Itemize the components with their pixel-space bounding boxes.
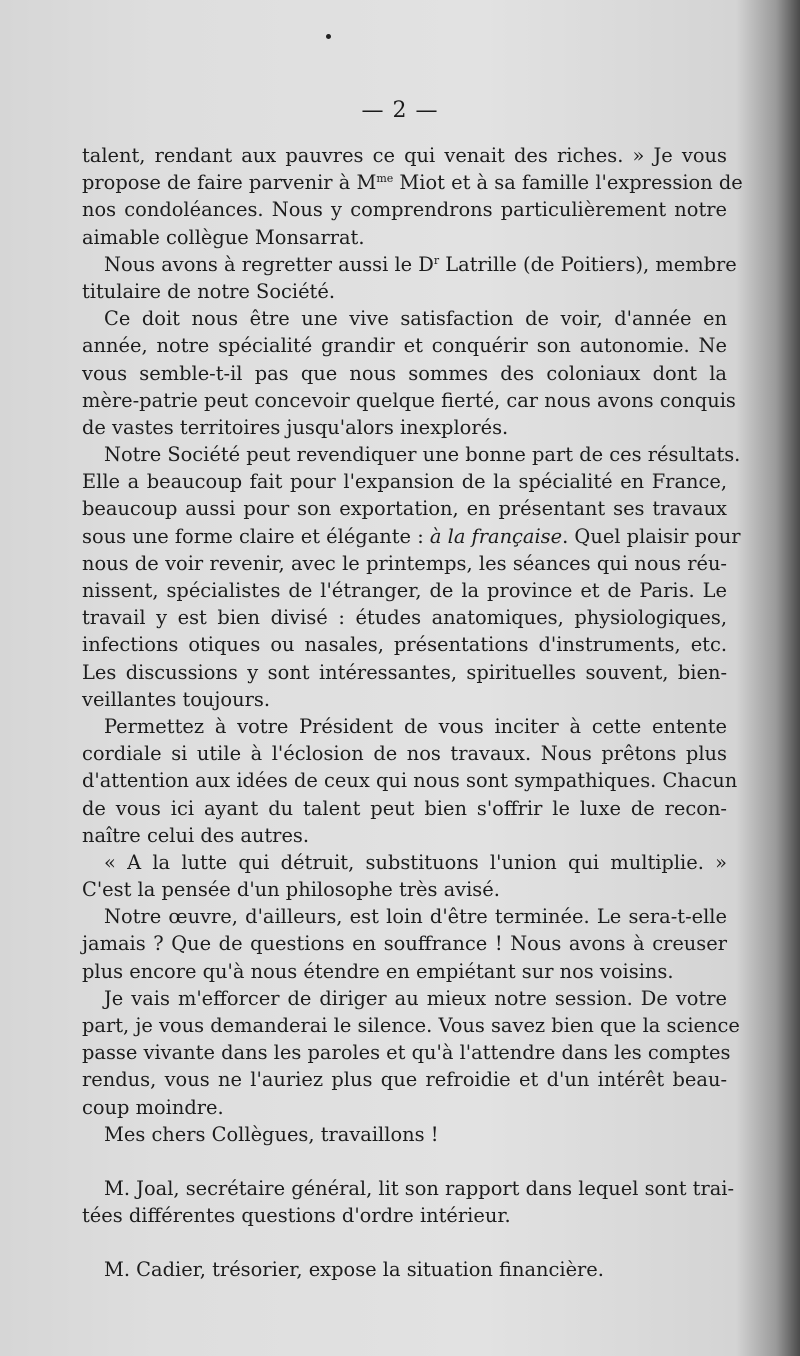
text-fragment: sous une forme claire et élégante : bbox=[82, 524, 430, 548]
text-line bbox=[82, 169, 743, 196]
text-line: nos condoléances. Nous y comprendrons particulièrement notre bbox=[82, 198, 727, 222]
paragraph bbox=[82, 441, 741, 713]
paragraph bbox=[82, 1175, 735, 1229]
text-line: nissent, spécialistes de l'étranger, de la province et de Paris. Le bbox=[82, 579, 727, 602]
text-line: M. Joal, secrétaire général, lit son rapport dans lequel sont trai- bbox=[104, 1176, 735, 1200]
text-line bbox=[82, 251, 737, 278]
text-line: rendus, vous ne l'auriez plus que refroidie et d'un intérêt beau- bbox=[82, 1068, 727, 1092]
text-line: Ce doit nous être une vive satisfaction de voir, d'année en bbox=[104, 307, 727, 331]
text-line: Les discussions y sont intéressantes, spirituelles souvent, bien- bbox=[82, 660, 727, 684]
text-line: beaucoup aussi pour son exportation, en présentant ses travaux bbox=[82, 497, 727, 521]
paragraph bbox=[82, 305, 736, 441]
text-line: infections otiques ou nasales, présentations d'instruments, etc. bbox=[82, 633, 727, 657]
text-line: de vous ici ayant du talent peut bien s'offrir le luxe de recon- bbox=[82, 796, 727, 820]
ink-speck bbox=[326, 34, 331, 39]
text-line: veillantes toujours. bbox=[82, 687, 270, 711]
text-fragment: propose de faire parvenir à M bbox=[82, 171, 377, 195]
text-line: travail y est bien divisé : études anatomiques, physiologiques, bbox=[82, 606, 727, 630]
paragraph bbox=[82, 903, 727, 985]
text-fragment: . Quel plaisir pour bbox=[562, 524, 741, 548]
text-line: Je vais m'efforcer de diriger au mieux notre session. De votre bbox=[104, 986, 727, 1010]
paragraph bbox=[82, 1121, 727, 1148]
text-fragment: Latrille (de Poitiers), membre bbox=[439, 252, 737, 276]
text-line: titulaire de notre Société. bbox=[82, 279, 335, 303]
text-line: passe vivante dans les paroles et qu'à l'attendre dans les comptes bbox=[82, 1041, 731, 1065]
superscript-abbrev: me bbox=[376, 172, 394, 186]
text-fragment: Nous avons à regretter aussi le D bbox=[104, 252, 434, 276]
page-number: — 2 — bbox=[361, 98, 439, 123]
text-line: Notre Société peut revendiquer une bonne part de ces résultats. bbox=[104, 443, 741, 467]
text-line: année, notre spécialité grandir et conquérir son autonomie. Ne bbox=[82, 334, 727, 358]
text-line: d'attention aux idées de ceux qui nous sont sympathiques. Chacun bbox=[82, 769, 738, 793]
text-line: Permettez à votre Président de vous inciter à cette entente bbox=[104, 714, 727, 738]
text-line: talent, rendant aux pauvres ce qui venait des riches. » Je vous bbox=[82, 144, 727, 167]
paragraph bbox=[82, 1256, 727, 1283]
body-text bbox=[82, 142, 743, 1284]
text-line: jamais ? Que de questions en souffrance ! Nous avons à creuser bbox=[82, 932, 727, 956]
text-line: « A la lutte qui détruit, substituons l'union qui multiplie. » bbox=[104, 850, 727, 874]
paragraph bbox=[82, 251, 737, 305]
paragraph bbox=[82, 713, 738, 849]
text-line: Notre œuvre, d'ailleurs, est loin d'être terminée. Le sera-t-elle bbox=[104, 905, 727, 929]
paragraph bbox=[82, 849, 727, 903]
text-line: cordiale si utile à l'éclosion de nos travaux. Nous prêtons plus bbox=[82, 742, 727, 766]
text-fragment: Miot et à sa famille l'expression de bbox=[393, 171, 743, 195]
paragraph-gap bbox=[82, 1229, 727, 1256]
paragraph bbox=[82, 142, 743, 251]
italic-phrase: à la française bbox=[429, 524, 563, 548]
text-line: plus encore qu'à nous étendre en empiétant sur nos voisins. bbox=[82, 959, 674, 983]
text-line: part, je vous demanderai le silence. Vous savez bien que la science bbox=[82, 1014, 740, 1037]
text-line: vous semble-t-il pas que nous sommes des coloniaux dont la bbox=[82, 361, 727, 385]
text-line: aimable collègue Monsarrat. bbox=[82, 225, 365, 249]
text-line: naître celui des autres. bbox=[82, 823, 310, 847]
paragraph-gap bbox=[82, 1148, 727, 1175]
text-line: Mes chers Collègues, travaillons ! bbox=[104, 1122, 439, 1146]
superscript-abbrev: r bbox=[433, 253, 440, 267]
text-line: mère-patrie peut concevoir quelque fierté, car nous avons conquis bbox=[82, 388, 736, 412]
text-line: de vastes territoires jusqu'alors inexplorés. bbox=[82, 415, 509, 439]
text-line: M. Cadier, trésorier, expose la situation financière. bbox=[104, 1258, 604, 1282]
paragraph bbox=[82, 985, 740, 1121]
text-line: C'est la pensée d'un philosophe très avisé. bbox=[82, 878, 500, 902]
text-line: coup moindre. bbox=[82, 1095, 224, 1119]
text-line: tées différentes questions d'ordre intérieur. bbox=[82, 1204, 511, 1228]
text-line: nous de voir revenir, avec le printemps, les séances qui nous réu- bbox=[82, 551, 727, 575]
text-line bbox=[82, 523, 741, 550]
text-line: Elle a beaucoup fait pour l'expansion de la spécialité en France, bbox=[82, 470, 727, 494]
